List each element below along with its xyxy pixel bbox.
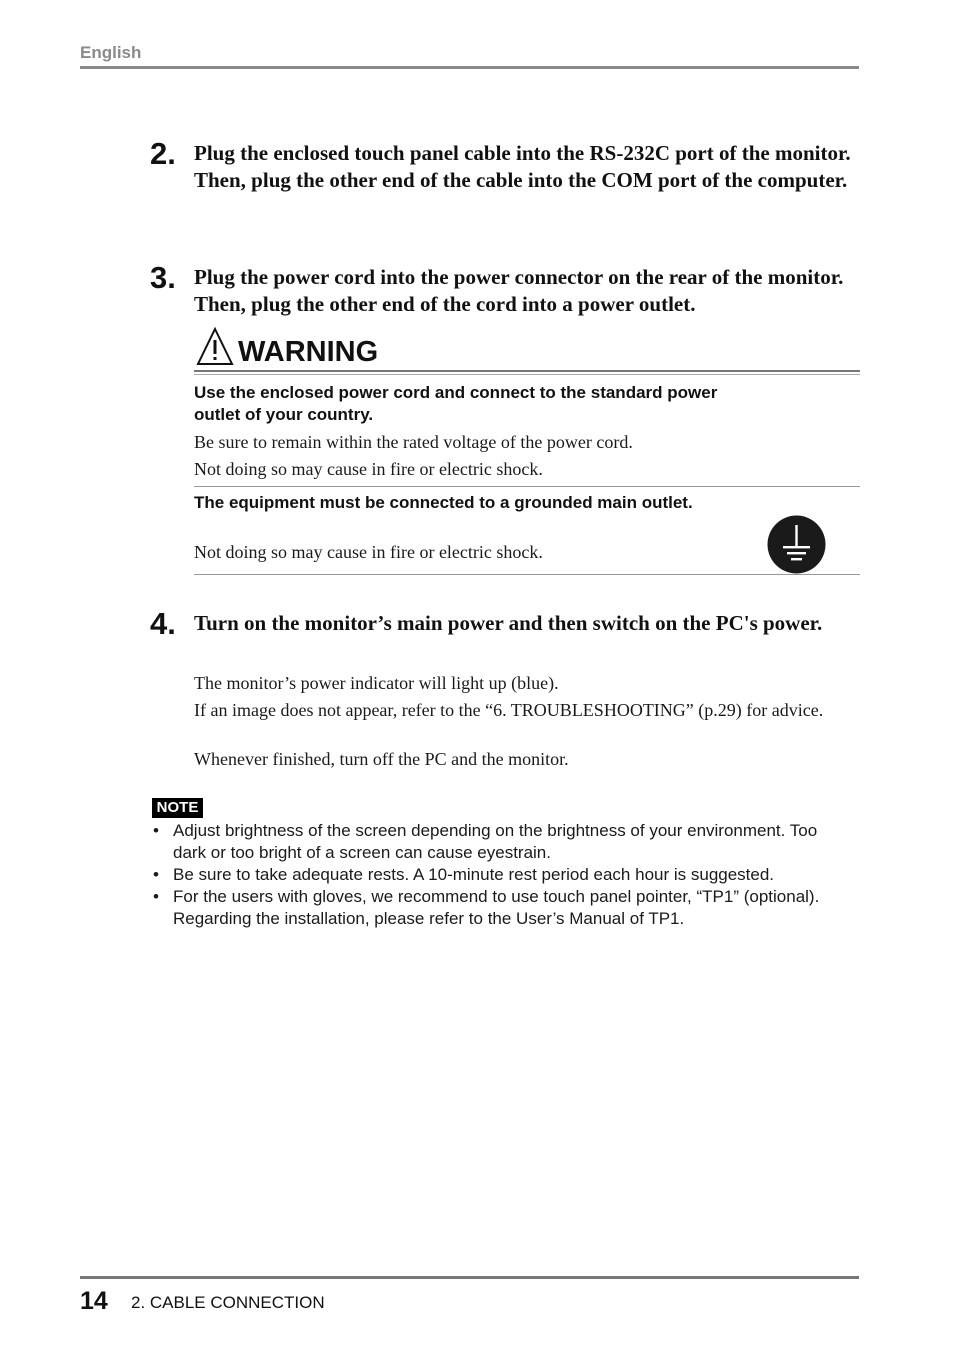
bullet-icon: • — [153, 821, 159, 840]
warning-rule — [194, 374, 860, 375]
note-item-text: Be sure to take adequate rests. A 10-minute rest period each hour is suggested. — [173, 865, 775, 884]
footer-rule — [80, 1276, 859, 1279]
step-detail: Whenever finished, turn off the PC and the monitor. — [194, 749, 569, 769]
bullet-icon: • — [153, 865, 159, 884]
warning-item-line: Not doing so may cause in fire or electric shock. — [194, 542, 543, 562]
header-rule — [80, 66, 859, 69]
language-label: English — [80, 43, 142, 62]
warning-item-line: Not doing so may cause in fire or electric shock. — [194, 459, 543, 479]
ground-icon — [767, 515, 826, 574]
step-detail: The monitor’s power indicator will light up (blue). — [194, 673, 559, 693]
step-text: Turn on the monitor’s main power and then switch on the PC's power. — [194, 611, 823, 635]
note-item — [152, 886, 852, 930]
section-name: 2. CABLE CONNECTION — [131, 1293, 325, 1312]
step-text: Plug the power cord into the power connector on the rear of the monitor. Then, plug the other end of the cord into a power outlet. — [194, 265, 844, 316]
step-text: Plug the enclosed touch panel cable into the RS-232C port of the monitor. Then, plug the other end of the cable into the COM port of the computer. — [194, 141, 851, 192]
page-number: 14 — [80, 1287, 108, 1315]
note-list — [152, 820, 852, 930]
warning-title — [196, 323, 378, 367]
warning-rule — [194, 370, 860, 372]
note-item — [152, 820, 852, 864]
warning-title-text: WARNING — [238, 336, 379, 368]
note-item-text: For the users with gloves, we recommend to use touch panel pointer, “TP1” (optional). Regarding the installation, please refer to the User’s Manual of TP1. — [173, 887, 820, 928]
warning-triangle-icon — [196, 327, 234, 367]
step-number: 3. — [150, 260, 176, 295]
note-item-text: Adjust brightness of the screen depending on the brightness of your environment. Too dark or too bright of a screen can cause eyestrain. — [173, 821, 818, 862]
bullet-icon: • — [153, 887, 159, 906]
note-item — [152, 864, 852, 886]
step-number: 4. — [150, 606, 176, 641]
warning-item-heading: The equipment must be connected to a grounded main outlet. — [194, 493, 693, 512]
step-detail: If an image does not appear, refer to the “6. TROUBLESHOOTING” (p.29) for advice. — [194, 700, 824, 720]
note-badge: NOTE — [152, 798, 203, 818]
warning-item-heading: Use the enclosed power cord and connect to the standard power outlet of your country. — [194, 383, 718, 424]
warning-item-line: Be sure to remain within the rated voltage of the power cord. — [194, 432, 633, 452]
warning-divider — [194, 574, 860, 575]
step-number: 2. — [150, 136, 176, 171]
warning-divider — [194, 486, 860, 487]
